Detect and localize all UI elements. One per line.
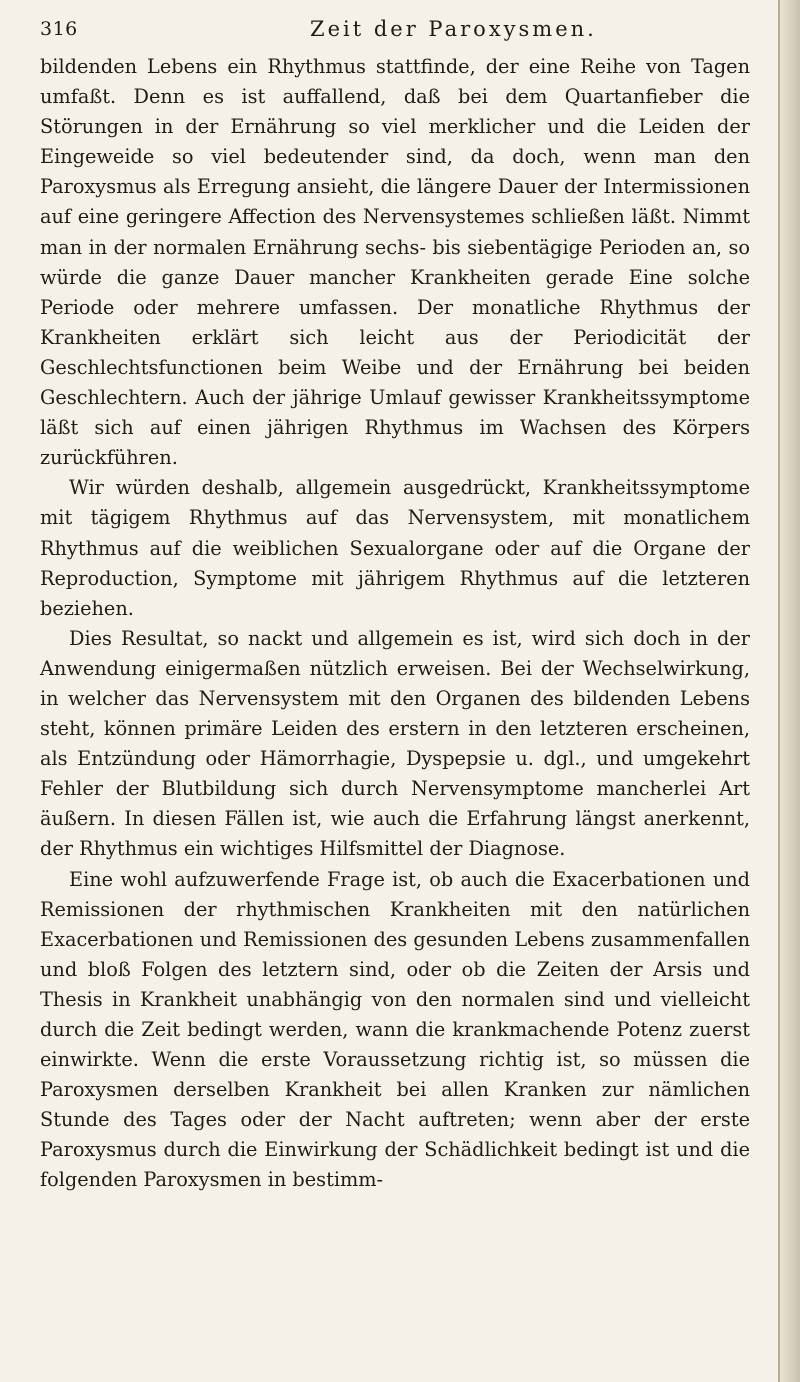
paragraph-1: bildenden Lebens ein Rhythmus stattfinde, der eine Reihe von Tagen umfaßt. Denn es ist auffallend, daß bei dem Quartanfieber die Störungen in der Ernährung so viel merklicher und die Leiden der Eingeweide so viel bedeutender sind, da doch, wenn man den Paroxysmus als Erregung ansieht, die längere Dauer der Intermissionen auf eine geringere Affection des Nervensystemes schließen läßt. Nimmt man in der normalen Ernährung sechs- bis siebentägige Perioden an, so würde die ganze Dauer mancher Krankheiten gerade Eine solche Periode oder mehrere umfassen. Der monatliche Rhythmus der Krankheiten erklärt sich leicht aus der Periodicität der Geschlechtsfunctionen beim Weibe und der Ernährung bei beiden Geschlechtern. Auch der jährige Umlauf gewisser Krankheitssymptome läßt sich auf einen jährigen Rhythmus im Wachsen des Körpers zurückführen.	[40, 55, 750, 470]
page-body	[40, 52, 750, 1196]
binding-shadow-line	[778, 0, 780, 1382]
paragraph-4: Eine wohl aufzuwerfende Frage ist, ob auch die Exacerbationen und Remissionen der rhythmischen Krankheiten mit den natürlichen Exacerbationen und Remissionen des gesunden Lebens zusammenfallen und bloß Folgen des letztern sind, oder ob die Zeiten der Arsis und Thesis in Krankheit unabhängig von den normalen sind und vielleicht durch die Zeit bedingt werden, wann die krankmachende Potenz zuerst einwirkte. Wenn die erste Voraussetzung richtig ist, so müssen die Paroxysmen derselben Krankheit bei allen Kranken zur nämlichen Stunde des Tages oder der Nacht auftreten; wenn aber der erste Paroxysmus durch die Einwirkung der Schädlichkeit bedingt ist und die folgenden Paroxysmen in bestimm-	[40, 867, 750, 1192]
page-header	[40, 14, 740, 44]
page-number: 316	[40, 18, 78, 40]
book-binding-edge	[780, 0, 800, 1382]
paragraph-3: Dies Resultat, so nackt und allgemein es ist, wird sich doch in der Anwendung einigermaßen nützlich erweisen. Bei der Wechselwirkung, in welcher das Nervensystem mit den Organen des bildenden Lebens steht, können primäre Leiden des erstern in den letzteren erscheinen, als Entzündung oder Hämorrhagie, Dyspepsie u. dgl., und umgekehrt Fehler der Blutbildung sich durch Nervensymptome mancherlei Art äußern. In diesen Fällen ist, wie auch die Erfahrung längst anerkennt, der Rhythmus ein wichtiges Hilfsmittel der Diagnose.	[40, 626, 750, 861]
running-head: Zeit der Paroxysmen.	[310, 17, 597, 41]
paragraph-2: Wir würden deshalb, allgemein ausgedrückt, Krankheitssymptome mit tägigem Rhythmus auf das Nervensystem, mit monatlichem Rhythmus auf die weiblichen Sexualorgane oder auf die Organe der Reproduction, Symptome mit jährigem Rhythmus auf die letzteren beziehen.	[40, 476, 750, 620]
